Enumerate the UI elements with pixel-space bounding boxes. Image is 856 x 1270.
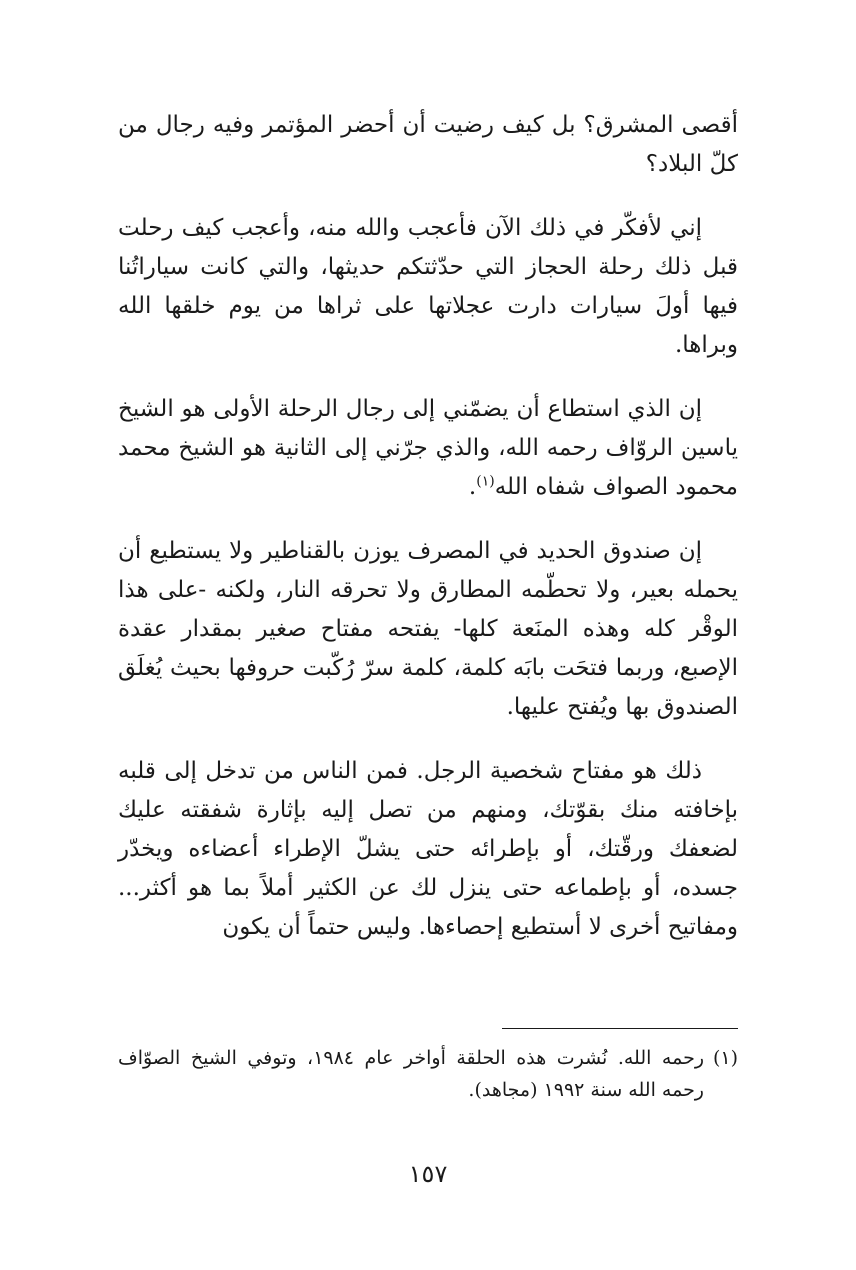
paragraph-3-text: إن الذي استطاع أن يضمّني إلى رجال الرحلة الأولى هو الشيخ ياسين الروّاف رحمه الله، والذي جرّني إلى الثانية هو الشيخ محمد محمود الصواف شفاه الله	[118, 396, 738, 500]
page-number: ١٥٧	[408, 1160, 448, 1188]
paragraph-3-end: .	[468, 474, 477, 500]
footnotes	[118, 1042, 738, 1106]
footnote-1	[118, 1042, 738, 1106]
paragraph-5: ذلك هو مفتاح شخصية الرجل. فمن الناس من تدخل إلى قلبه بإخافته منك بقوّتك، ومنهم من تصل إليه بإثارة شفقته عليك لضعفك ورقّتك، أو بإطرائه حتى يشلّ الإطراء أعضاءه ويخدّر جسده، أو بإطماعه حتى ينزل لك عن الكثير أملاً بما هو أكثر... ومفاتيح أخرى لا أستطيع إحصاءها. وليس حتماً أن يكون	[118, 758, 738, 940]
paragraph-4: إن صندوق الحديد في المصرف يوزن بالقناطير ولا يستطيع أن يحمله بعير، ولا تحطّمه المطارق ولا تحرقه النار، ولكنه -على هذا الوقْر كله وهذه المنَعة كلها- يفتحه مفتاح صغير بمقدار عقدة الإصبع، وربما فتحَت بابَه كلمة، كلمة سرّ رُكّبت حروفها بحيث يُغلَق الصندوق بها ويُفتح عليها.	[118, 538, 738, 720]
footnote-number: (١)	[712, 1047, 738, 1069]
paragraph-1: أقصى المشرق؟ بل كيف رضيت أن أحضر المؤتمر وفيه رجال من كلّ البلاد؟	[118, 112, 738, 177]
paragraph-2: إني لأفكّر في ذلك الآن فأعجب والله منه، وأعجب كيف رحلت قبل ذلك رحلة الحجاز التي حدّثتكم حديثها، والتي كانت سياراتُنا فيها أولَ سيارات دارت عجلاتها على ثراها من يوم خلقها الله وبراها.	[118, 215, 738, 358]
page-body	[118, 106, 738, 972]
footnote-text: رحمه الله. نُشرت هذه الحلقة أواخر عام ١٩٨٤، وتوفي الشيخ الصوّاف رحمه الله سنة ١٩٩٢ (مجاهد).	[118, 1047, 704, 1101]
footnote-reference[interactable]: (١)	[476, 473, 495, 490]
footnote-divider	[502, 1028, 738, 1029]
paragraph-3	[118, 390, 738, 507]
